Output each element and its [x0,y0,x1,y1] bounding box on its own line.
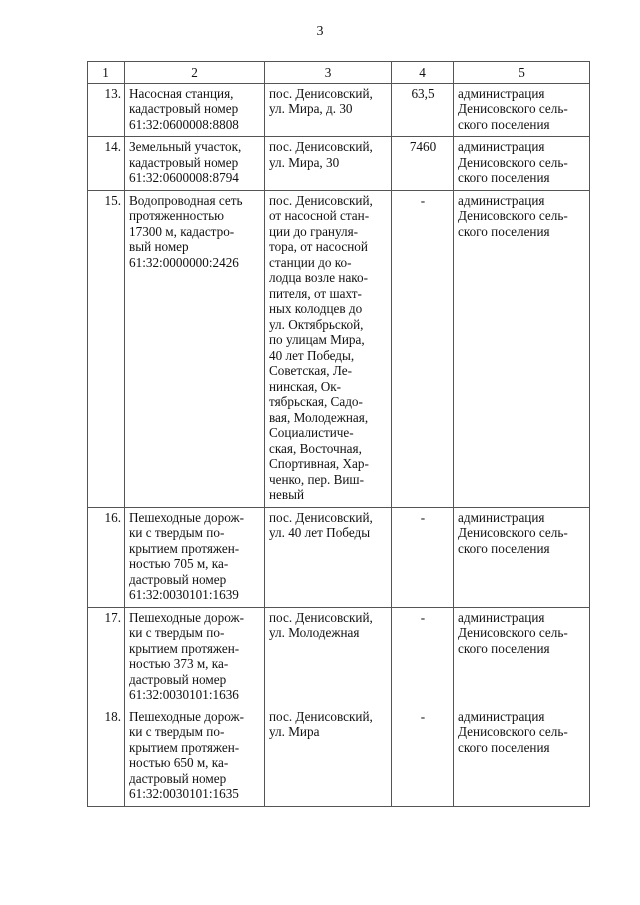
row-number: 14. [88,137,125,191]
property-registry-table [87,61,590,807]
address-cell: пос. Денисовский, ул. Мира, 30 [265,137,392,191]
header-col-4: 4 [392,62,454,84]
holder-cell: администрация Денисовского сель- ского поселения [454,190,590,507]
row-number: 17. [88,607,125,707]
table-row [88,190,590,507]
address-cell: пос. Денисовский, от насосной стан- ции до грануля- тора, от насосной станции до ко- лодца возле нако- пителя, от шахт- ных колодцев до ул. Октябрьской, по улицам Мира, 40 лет Победы, Советская, Ле- нинская, Ок- тябрьская, Садо- вая, Молодежная, Социалистиче- ская, Восточная, Спортивная, Хар- ченко, пер. Виш- невый [265,190,392,507]
object-name-cell: Пешеходные дорож- ки с твердым по- крытием протяжен- ностью 373 м, ка- дастровый номер 61:32:0030101:1636 [125,607,265,707]
object-name-cell: Пешеходные дорож- ки с твердым по- крытием протяжен- ностью 705 м, ка- дастровый номер 61:32:0030101:1639 [125,507,265,607]
area-cell: - [392,507,454,607]
address-cell: пос. Денисовский, ул. Мира, д. 30 [265,83,392,137]
area-cell: 7460 [392,137,454,191]
object-name-cell: Насосная станция, кадастровый номер 61:32:0600008:8808 [125,83,265,137]
holder-cell: администрация Денисовского сель- ского поселения [454,137,590,191]
holder-cell: администрация Денисовского сель- ского поселения [454,83,590,137]
table-row [88,607,590,707]
page-number: 3 [316,24,324,39]
row-number: 15. [88,190,125,507]
table-row [88,83,590,137]
header-col-3: 3 [265,62,392,84]
holder-cell: администрация Денисовского сель- ского поселения [454,507,590,607]
object-name-cell: Пешеходные дорож- ки с твердым по- крытием протяжен- ностью 650 м, ка- дастровый номер 61:32:0030101:1635 [125,707,265,807]
header-col-1: 1 [88,62,125,84]
header-col-5: 5 [454,62,590,84]
table-row [88,707,590,807]
holder-cell: администрация Денисовского сель- ского поселения [454,707,590,807]
row-number: 13. [88,83,125,137]
area-cell: 63,5 [392,83,454,137]
holder-cell: администрация Денисовского сель- ского поселения [454,607,590,707]
address-cell: пос. Денисовский, ул. Молодежная [265,607,392,707]
address-cell: пос. Денисовский, ул. Мира [265,707,392,807]
header-col-2: 2 [125,62,265,84]
area-cell: - [392,707,454,807]
table-header-row [88,62,590,84]
row-number: 18. [88,707,125,807]
area-cell: - [392,190,454,507]
object-name-cell: Водопроводная сеть протяженностью 17300 м, кадастро- вый номер 61:32:0000000:2426 [125,190,265,507]
area-cell: - [392,607,454,707]
row-number: 16. [88,507,125,607]
table-row [88,507,590,607]
table-row [88,137,590,191]
object-name-cell: Земельный участок, кадастровый номер 61:32:0600008:8794 [125,137,265,191]
address-cell: пос. Денисовский, ул. 40 лет Победы [265,507,392,607]
